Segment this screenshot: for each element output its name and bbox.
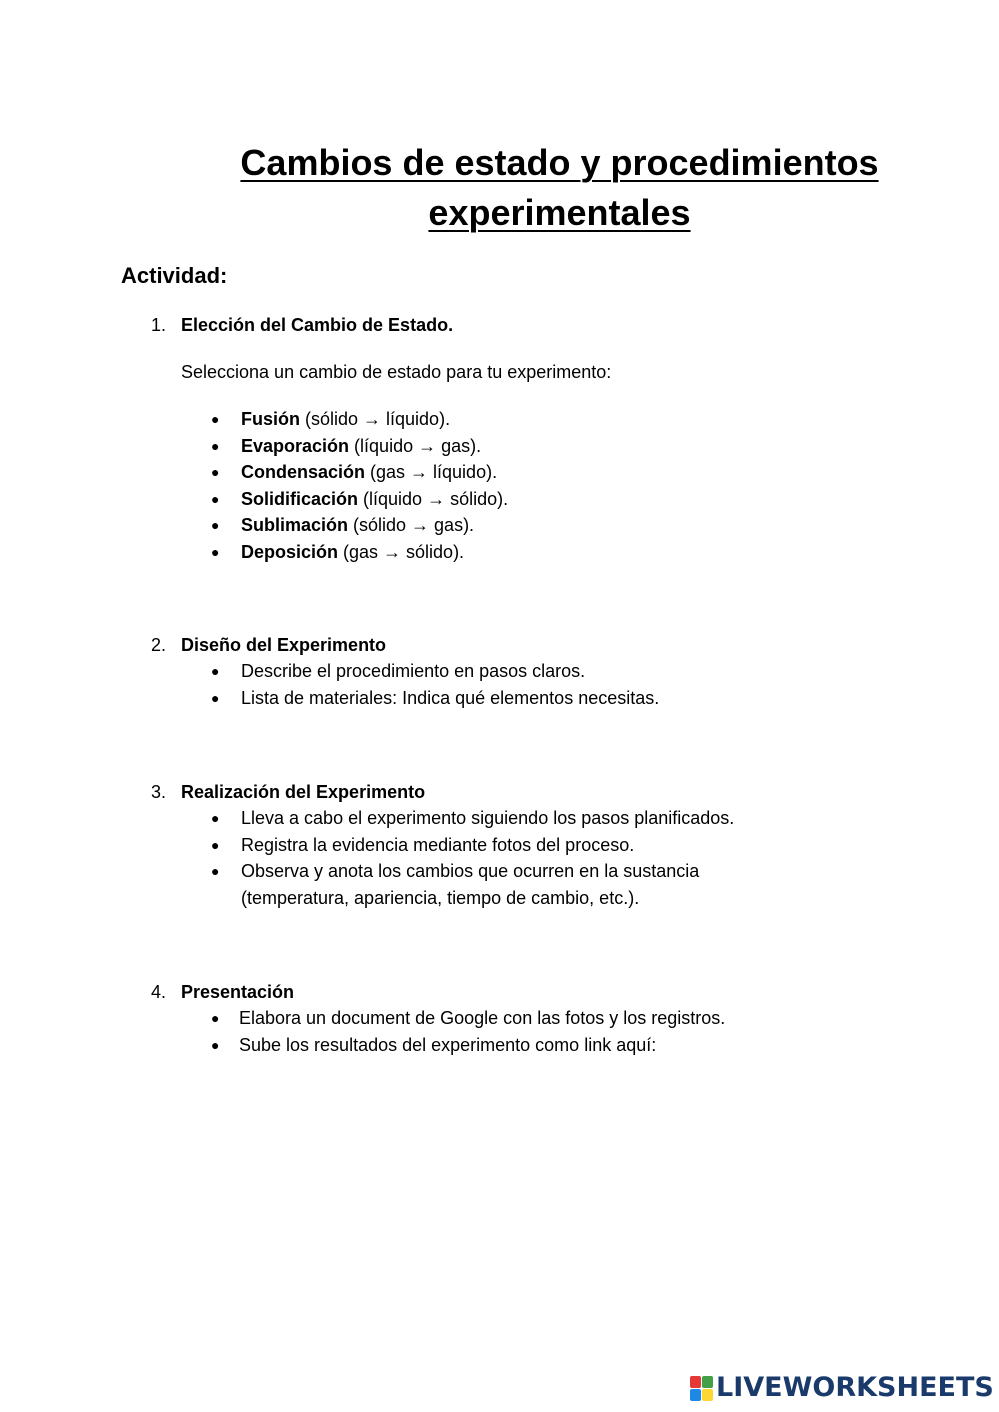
list-item: ● Sube los resultados del experimento como link aquí: bbox=[151, 1032, 951, 1059]
bullet-icon: ● bbox=[211, 663, 220, 679]
bullet-icon: ● bbox=[211, 437, 220, 454]
section-header bbox=[151, 632, 951, 658]
list-item: ● Evaporación (líquido → gas). bbox=[151, 433, 951, 460]
page-title bbox=[120, 138, 999, 238]
list-item: ● Elabora un document de Google con las fotos y los registros. bbox=[151, 1005, 951, 1032]
section-1 bbox=[151, 312, 951, 565]
activity-heading: Actividad: bbox=[121, 263, 228, 288]
section-header bbox=[151, 779, 951, 805]
section-number: 2. bbox=[151, 635, 167, 655]
section-header bbox=[151, 312, 951, 338]
list-item: ● Describe el procedimiento en pasos claros. bbox=[151, 658, 951, 685]
section-3 bbox=[151, 779, 951, 911]
list-item: ● Lista de materiales: Indica qué elementos necesitas. bbox=[151, 685, 951, 712]
section-title: Elección del Cambio de Estado. bbox=[181, 315, 454, 335]
execution-list bbox=[151, 805, 951, 911]
bullet-icon: ● bbox=[211, 863, 220, 879]
liveworksheets-logo[interactable] bbox=[690, 1373, 994, 1403]
bullet-icon: ● bbox=[211, 517, 220, 533]
title-line-2: experimentales bbox=[428, 192, 691, 233]
list-item-continuation: (temperatura, apariencia, tiempo de cambio, etc.). bbox=[241, 887, 640, 908]
section-header bbox=[151, 979, 951, 1005]
list-item: ● Solidificación (líquido → sólido). bbox=[151, 486, 951, 513]
list-item: ● Deposición (gas → sólido). bbox=[151, 539, 951, 566]
bullet-icon: ● bbox=[211, 1010, 220, 1026]
section-title: Realización del Experimento bbox=[181, 782, 426, 802]
bullet-icon: ● bbox=[211, 543, 220, 560]
design-list bbox=[151, 658, 951, 711]
bullet-icon: ● bbox=[211, 689, 220, 706]
logo-text: LIVEWORKSHEETS bbox=[716, 1372, 994, 1403]
list-item: ● Lleva a cabo el experimento siguiendo los pasos planificados. bbox=[151, 805, 951, 832]
list-item: ● Observa y anota los cambios que ocurren en la sustancia bbox=[151, 858, 951, 885]
bullet-icon: ● bbox=[211, 464, 220, 480]
liveworksheets-logo-icon bbox=[690, 1376, 712, 1400]
title-line-1: Cambios de estado y procedimientos bbox=[240, 142, 879, 183]
section-title: Presentación bbox=[181, 982, 295, 1002]
list-item: ● Condensación (gas → líquido). bbox=[151, 459, 951, 486]
bullet-icon: ● bbox=[211, 836, 220, 853]
bullet-icon: ● bbox=[211, 810, 220, 826]
section-4 bbox=[151, 979, 951, 1058]
bullet-icon: ● bbox=[211, 411, 220, 427]
state-change-list bbox=[151, 406, 951, 565]
bullet-icon: ● bbox=[211, 1036, 220, 1053]
presentation-list bbox=[151, 1005, 951, 1058]
section-title: Diseño del Experimento bbox=[181, 635, 387, 655]
section-2 bbox=[151, 632, 951, 711]
list-item: ● Fusión (sólido → líquido). bbox=[151, 406, 951, 433]
section-number: 1. bbox=[151, 315, 167, 335]
bullet-icon: ● bbox=[211, 490, 220, 507]
section-number: 4. bbox=[151, 982, 167, 1002]
section-intro: Selecciona un cambio de estado para tu experimento: bbox=[181, 362, 612, 382]
section-number: 3. bbox=[151, 782, 167, 802]
list-item: ● Registra la evidencia mediante fotos del proceso. bbox=[151, 832, 951, 859]
list-item: ● Sublimación (sólido → gas). bbox=[151, 512, 951, 539]
